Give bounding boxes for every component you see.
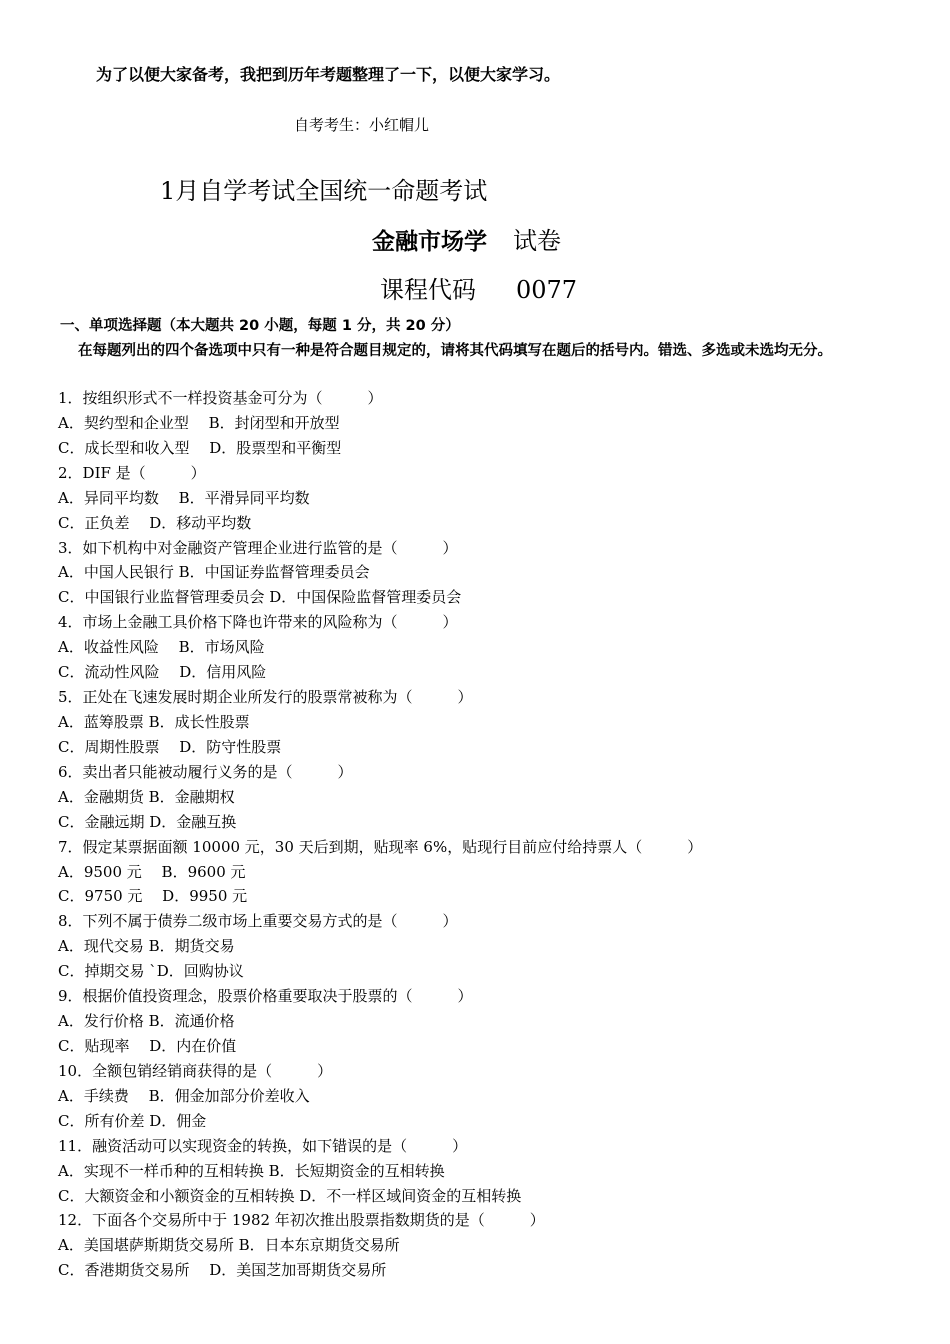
question-line: A．现代交易 B．期货交易 <box>58 937 235 956</box>
question-line: 6．卖出者只能被动履行义务的是（ ） <box>58 762 353 781</box>
question-line: C．贴现率 D．内在价值 <box>58 1036 237 1055</box>
question-line: C．9750 元 D．9950 元 <box>58 887 248 906</box>
question-line: 2．DIF 是（ ） <box>58 463 206 482</box>
question-line: A．金融期货 B．金融期权 <box>58 787 235 806</box>
question-line: A．收益性风险 B．市场风险 <box>58 638 265 657</box>
question-line: A．异同平均数 B．平滑异同平均数 <box>58 488 310 507</box>
course-code-value: 0077 <box>516 276 578 304</box>
question-line: C．流动性风险 D．信用风险 <box>58 663 267 682</box>
question-line: 7．假定某票据面额 10000 元，30 天后到期，贴现率 6%，贴现行目前应付给持票人（ ） <box>58 837 703 856</box>
author-line: 自考考生：小红帽儿 <box>294 116 430 134</box>
question-line: C．正负差 D．移动平均数 <box>58 513 252 532</box>
question-line: C．所有价差 D．佣金 <box>58 1111 207 1130</box>
question-line: 9．根据价值投资理念，股票价格重要取决于股票的（ ） <box>58 987 473 1006</box>
question-line: C．成长型和收入型 D．股票型和平衡型 <box>58 438 342 457</box>
question-line: 8．下列不属于债券二级市场上重要交易方式的是（ ） <box>58 912 458 931</box>
exam-title: 1月自学考试全国统一命题考试 <box>160 177 488 205</box>
course-code <box>380 270 577 305</box>
question-line: 3．如下机构中对金融资产管理企业进行监管的是（ ） <box>58 538 458 557</box>
intro-note: 为了以便大家备考，我把到历年考题整理了一下，以便大家学习。 <box>96 65 561 84</box>
question-list <box>58 386 702 1283</box>
question-line: 10．全额包销经销商获得的是（ ） <box>58 1061 333 1080</box>
question-line: A．发行价格 B．流通价格 <box>58 1012 235 1031</box>
subject-name: 金融市场学 <box>372 229 487 255</box>
question-line: A．蓝筹股票 B．成长性股票 <box>58 712 250 731</box>
subject-title <box>372 221 561 256</box>
question-line: 4．市场上金融工具价格下降也许带来的风险称为（ ） <box>58 613 458 632</box>
question-line: A．实现不一样币种的互相转换 B．长短期资金的互相转换 <box>58 1161 445 1180</box>
question-line: 5．正处在飞速发展时期企业所发行的股票常被称为（ ） <box>58 688 473 707</box>
question-line: A．契约型和企业型 B．封闭型和开放型 <box>58 413 340 432</box>
course-code-label: 课程代码 <box>380 276 476 304</box>
question-line: A．手续费 B．佣金加部分价差收入 <box>58 1086 310 1105</box>
question-line: A．9500 元 B．9600 元 <box>58 862 246 881</box>
question-line: A．美国堪萨斯期货交易所 B．日本东京期货交易所 <box>58 1236 400 1255</box>
question-line: 1．按组织形式不一样投资基金可分为（ ） <box>58 389 383 407</box>
section-heading: 一、单项选择题（本大题共 20 小题，每题 1 分，共 20 分） <box>60 318 460 334</box>
question-line: A．中国人民银行 B．中国证券监督管理委员会 <box>58 563 370 582</box>
question-line: C．周期性股票 D．防守性股票 <box>58 737 282 756</box>
paper-word: 试卷 <box>513 227 561 255</box>
question-line: C．金融远期 D．金融互换 <box>58 812 237 831</box>
question-line: C．掉期交易 `D．回购协议 <box>58 962 244 981</box>
question-line: C．大额资金和小额资金的互相转换 D．不一样区域间资金的互相转换 <box>58 1186 522 1205</box>
section-instructions: 在每题列出的四个备选项中只有一种是符合题目规定的，请将其代码填写在题后的括号内。错选、多选或未选均无分。 <box>78 343 832 359</box>
question-line: C．香港期货交易所 D．美国芝加哥期货交易所 <box>58 1261 387 1280</box>
question-line: 12．下面各个交易所中于 1982 年初次推出股票指数期货的是（ ） <box>58 1211 545 1230</box>
question-line: C．中国银行业监督管理委员会 D．中国保险监督管理委员会 <box>58 588 462 607</box>
question-line: 11．融资活动可以实现资金的转换，如下错误的是（ ） <box>58 1136 468 1155</box>
